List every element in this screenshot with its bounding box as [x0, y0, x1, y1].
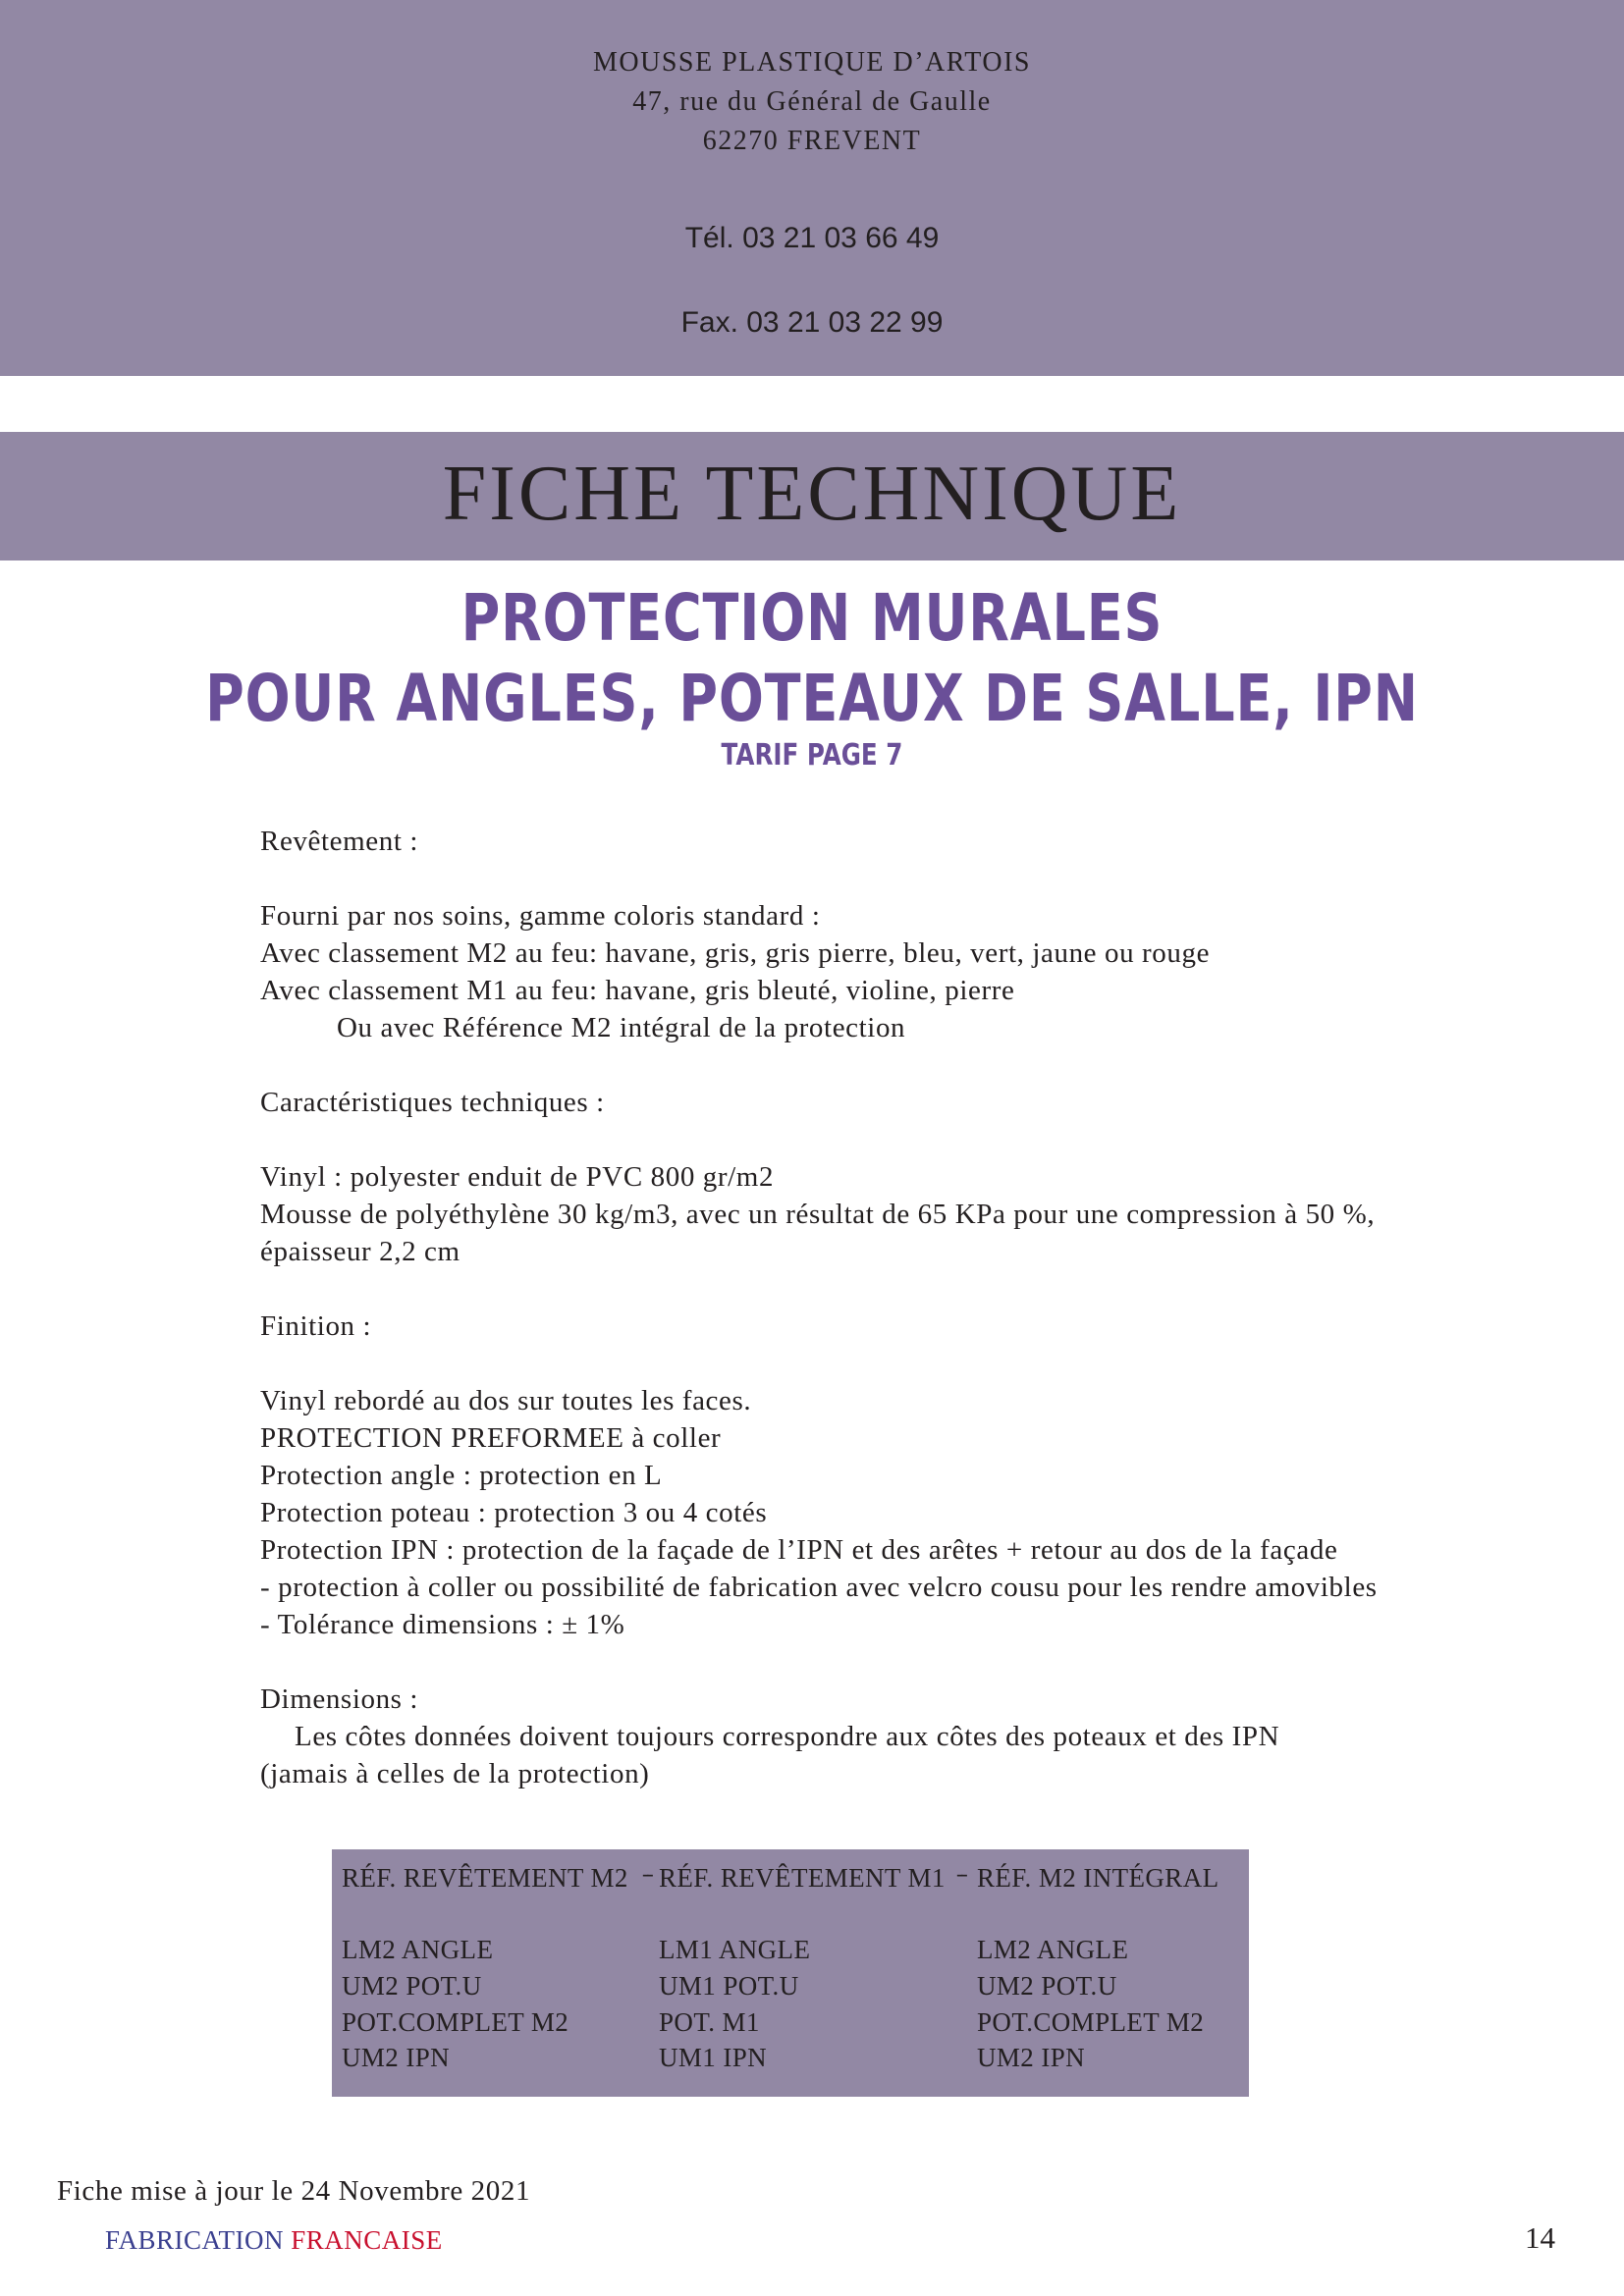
- ref-cell: UM2 POT.U: [977, 1971, 1117, 2001]
- ref-cell: POT.COMPLET M2: [977, 2007, 1205, 2037]
- ref-header-separator: --: [956, 1861, 965, 1886]
- finition-line: - protection à coller ou possibilité de fabrication avec velcro cousu pour les rendre amovibles: [260, 1572, 1378, 1603]
- company-fax: Fax. 03 21 03 22 99: [680, 306, 944, 339]
- revetement-line: Avec classement M2 au feu: havane, gris, gris pierre, bleu, vert, jaune ou rouge: [260, 937, 1211, 969]
- caracteristiques-line: épaisseur 2,2 cm: [260, 1236, 460, 1267]
- ref-cell: POT. M1: [659, 2007, 760, 2037]
- finition-line: PROTECTION PREFORMEE à coller: [260, 1422, 722, 1454]
- product-title-line2: POUR ANGLES, POTEAUX DE SALLE, IPN: [205, 661, 1419, 736]
- product-title-line1: PROTECTION MURALES: [460, 580, 1164, 656]
- ref-cell: UM2 IPN: [342, 2043, 451, 2072]
- company-name: MOUSSE PLASTIQUE D’ARTOIS: [592, 47, 1031, 78]
- ref-cell: POT.COMPLET M2: [342, 2007, 569, 2037]
- revetement-line: Fourni par nos soins, gamme coloris standard :: [260, 900, 821, 932]
- dimensions-label: Dimensions :: [260, 1683, 419, 1715]
- tarif-reference: TARIF PAGE 7: [721, 738, 903, 773]
- ref-cell: UM1 POT.U: [659, 1971, 799, 2001]
- ref-cell: UM2 IPN: [977, 2043, 1086, 2072]
- company-street: 47, rue du Général de Gaulle: [632, 86, 992, 117]
- finition-line: Protection angle : protection en L: [260, 1460, 663, 1491]
- ref-header-m2-integral: RÉF. M2 INTÉGRAL: [977, 1863, 1219, 1893]
- fabrication-label: [105, 2225, 443, 2256]
- ref-cell: UM2 POT.U: [342, 1971, 482, 2001]
- fabrication-word: FABRICATION: [105, 2225, 292, 2255]
- ref-header-separator: --: [642, 1861, 651, 1886]
- finition-line: Vinyl rebordé au dos sur toutes les faces.: [260, 1385, 752, 1416]
- caracteristiques-line: Mousse de polyéthylène 30 kg/m3, avec un résultat de 65 KPa pour une compression à 50 %,: [260, 1199, 1376, 1230]
- dimensions-line: (jamais à celles de la protection): [260, 1758, 650, 1789]
- finition-line: Protection poteau : protection 3 ou 4 cotés: [260, 1497, 768, 1528]
- ref-header-m1: RÉF. REVÊTEMENT M1: [659, 1863, 946, 1893]
- finition-line: Protection IPN : protection de la façade de l’IPN et des arêtes + retour au dos de la façade: [260, 1534, 1338, 1566]
- revetement-label: Revêtement :: [260, 826, 419, 857]
- finition-label: Finition :: [260, 1310, 372, 1342]
- ref-header-m2: RÉF. REVÊTEMENT M2: [342, 1863, 628, 1893]
- update-date: Fiche mise à jour le 24 Novembre 2021: [57, 2175, 531, 2207]
- ref-cell: LM1 ANGLE: [659, 1935, 811, 1964]
- finition-line: - Tolérance dimensions : ± 1%: [260, 1609, 625, 1640]
- ref-cell: LM2 ANGLE: [977, 1935, 1129, 1964]
- ref-cell: LM2 ANGLE: [342, 1935, 494, 1964]
- page-title: FICHE TECHNIQUE: [442, 451, 1182, 537]
- ref-cell: UM1 IPN: [659, 2043, 768, 2072]
- spec-body: [260, 823, 1537, 1792]
- reference-table: [332, 1849, 1249, 2097]
- revetement-line: Avec classement M1 au feu: havane, gris bleuté, violine, pierre: [260, 975, 1015, 1006]
- dimensions-indent-line: Les côtes données doivent toujours correspondre aux côtes des poteaux et des IPN: [295, 1721, 1280, 1752]
- caracteristiques-line: Vinyl : polyester enduit de PVC 800 gr/m2: [260, 1161, 775, 1193]
- company-tel: Tél. 03 21 03 66 49: [684, 222, 940, 254]
- company-city: 62270 FREVENT: [702, 126, 922, 156]
- caracteristiques-label: Caractéristiques techniques :: [260, 1087, 605, 1118]
- francaise-word: FRANCAISE: [291, 2225, 443, 2255]
- page-number: 14: [1525, 2220, 1555, 2255]
- revetement-indent-line: Ou avec Référence M2 intégral de la protection: [337, 1012, 906, 1043]
